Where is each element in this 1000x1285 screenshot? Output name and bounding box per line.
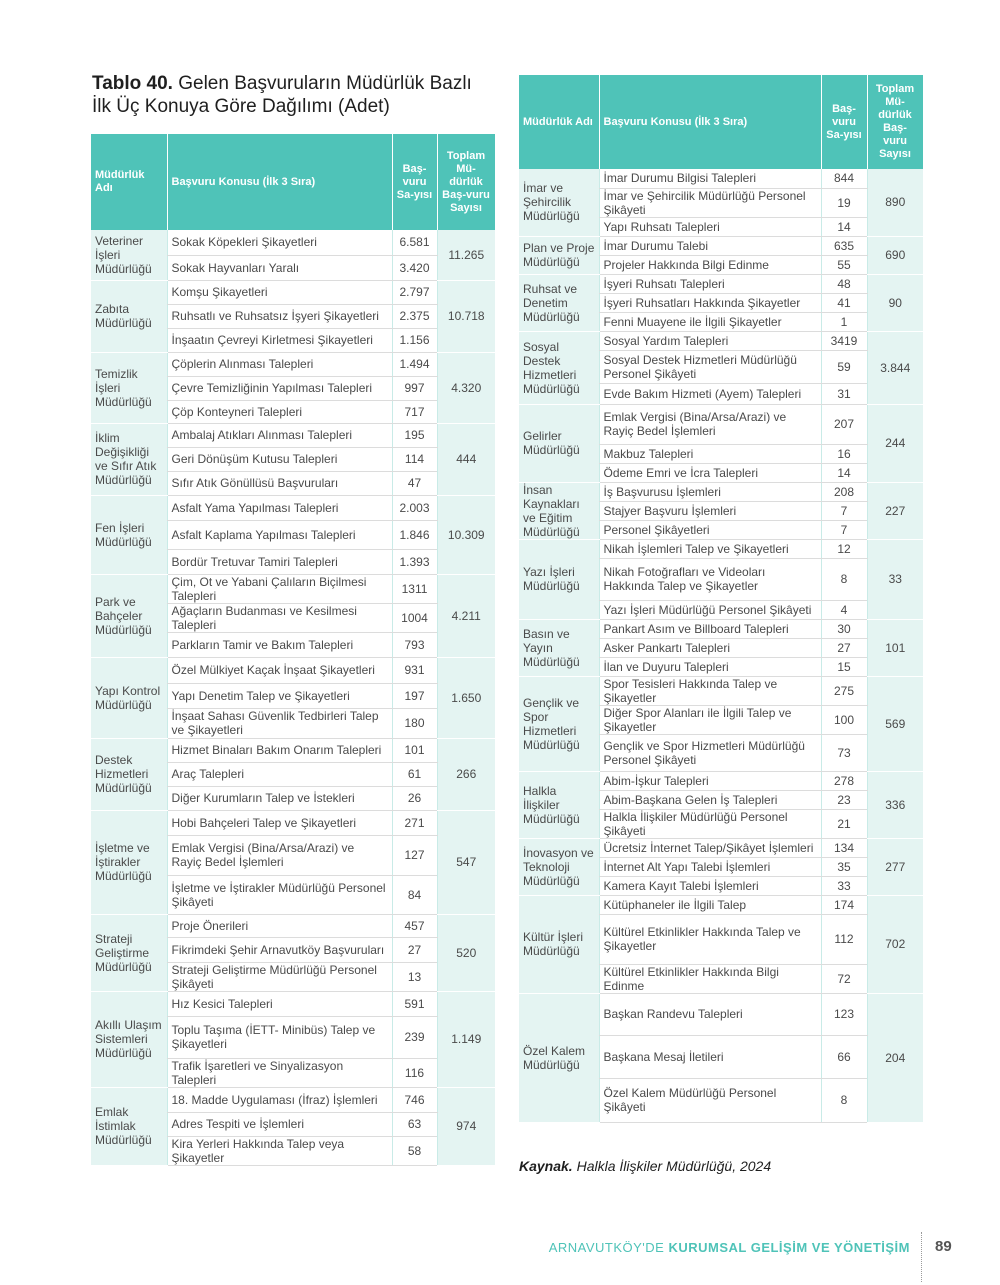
directorate-total: 520 xyxy=(437,914,495,991)
application-topic: Sıfır Atık Gönüllüsü Başvuruları xyxy=(167,471,392,495)
table-row xyxy=(91,495,495,520)
application-topic: İşyeri Ruhsatı Talepleri xyxy=(599,274,821,293)
directorate-total: 4.211 xyxy=(437,574,495,657)
application-topic: Projeler Hakkında Bilgi Edinme xyxy=(599,255,821,274)
application-count: 3.420 xyxy=(392,255,437,280)
directorate-total: 244 xyxy=(867,404,923,482)
application-count: 278 xyxy=(821,771,867,790)
directorate-name: İnsan Kaynakları ve Eğitim Müdürlüğü xyxy=(519,482,599,539)
application-topic: Hizmet Binaları Bakım Onarım Talepleri xyxy=(167,738,392,762)
application-count: 58 xyxy=(392,1136,437,1165)
application-topic: İnternet Alt Yapı Talebi İşlemleri xyxy=(599,857,821,876)
application-topic: Emlak Vergisi (Bina/Arsa/Arazi) ve Rayiç Bedel İşlemleri xyxy=(599,404,821,444)
directorate-total: 227 xyxy=(867,482,923,539)
application-count: 127 xyxy=(392,835,437,875)
header-topic: Başvuru Konusu (İlk 3 Sıra) xyxy=(599,75,821,169)
application-count: 84 xyxy=(392,875,437,914)
application-count: 27 xyxy=(392,937,437,962)
directorate-name: Yapı Kontrol Müdürlüğü xyxy=(91,657,167,738)
application-count: 73 xyxy=(821,734,867,771)
table-row xyxy=(91,574,495,603)
application-topic: Yapı Denetim Talep ve Şikayetleri xyxy=(167,683,392,708)
application-count: 123 xyxy=(821,993,867,1035)
application-topic: Proje Önerileri xyxy=(167,914,392,937)
table-row xyxy=(519,539,923,558)
page-number: 89 xyxy=(935,1238,952,1255)
directorate-name: Gelirler Müdürlüğü xyxy=(519,404,599,482)
application-count: 197 xyxy=(392,683,437,708)
application-count: 27 xyxy=(821,638,867,657)
application-topic: Kamera Kayıt Talebi İşlemleri xyxy=(599,876,821,895)
directorate-name: İklim Değişikliği ve Sıfır Atık Müdürlüğü xyxy=(91,423,167,495)
application-topic: Ödeme Emri ve İcra Talepleri xyxy=(599,463,821,482)
application-count: 72 xyxy=(821,964,867,993)
application-topic: İmar Durumu Talebi xyxy=(599,236,821,255)
table-row xyxy=(91,991,495,1016)
directorate-total: 10.309 xyxy=(437,495,495,574)
application-topic: Bordür Tretuvar Tamiri Talepleri xyxy=(167,549,392,574)
table-title xyxy=(92,72,492,118)
application-count: 14 xyxy=(821,217,867,236)
application-topic: Çöplerin Alınması Talepleri xyxy=(167,352,392,376)
application-topic: Sokak Hayvanları Yaralı xyxy=(167,255,392,280)
directorate-name: Yazı İşleri Müdürlüğü xyxy=(519,539,599,619)
application-topic: Spor Tesisleri Hakkında Talep ve Şikayetler xyxy=(599,676,821,705)
application-count: 61 xyxy=(392,762,437,786)
directorate-name: Özel Kalem Müdürlüğü xyxy=(519,993,599,1122)
application-count: 174 xyxy=(821,895,867,914)
table-header xyxy=(91,134,495,230)
table-number: Tablo 40. xyxy=(92,73,173,94)
header-count: Baş-vuru Sa-yısı xyxy=(821,75,867,169)
application-topic: İşletme ve İştirakler Müdürlüğü Personel Şikâyeti xyxy=(167,875,392,914)
directorate-total: 890 xyxy=(867,169,923,236)
application-count: 8 xyxy=(821,558,867,600)
header-directorate: Müdürlük Adı xyxy=(91,134,167,230)
table-row xyxy=(91,1087,495,1112)
directorate-total: 569 xyxy=(867,676,923,771)
application-topic: Strateji Geliştirme Müdürlüğü Personel Şikâyeti xyxy=(167,962,392,991)
directorate-total: 690 xyxy=(867,236,923,274)
application-topic: Özel Kalem Müdürlüğü Personel Şikâyeti xyxy=(599,1078,821,1122)
directorate-name: İnovasyon ve Teknoloji Müdürlüğü xyxy=(519,838,599,895)
application-topic: Araç Talepleri xyxy=(167,762,392,786)
directorate-total: 1.650 xyxy=(437,657,495,738)
application-count: 3419 xyxy=(821,331,867,350)
application-topic: İlan ve Duyuru Talepleri xyxy=(599,657,821,676)
application-topic: Makbuz Talepleri xyxy=(599,444,821,463)
application-topic: İş Başvurusu İşlemleri xyxy=(599,482,821,501)
footer-section: KURUMSAL GELİŞİM VE YÖNETİŞİM xyxy=(668,1240,910,1255)
left-table xyxy=(91,134,496,1166)
application-topic: Gençlik ve Spor Hizmetleri Müdürlüğü Personel Şikâyeti xyxy=(599,734,821,771)
application-count: 793 xyxy=(392,632,437,657)
application-count: 7 xyxy=(821,501,867,520)
directorate-total: 4.320 xyxy=(437,352,495,423)
directorate-name: Basın ve Yayın Müdürlüğü xyxy=(519,619,599,676)
application-topic: Trafik İşaretleri ve Sinyalizasyon Talepleri xyxy=(167,1058,392,1087)
application-topic: Abim-İşkur Talepleri xyxy=(599,771,821,790)
application-topic: Kütüphaneler ile İlgili Talep xyxy=(599,895,821,914)
application-count: 7 xyxy=(821,520,867,539)
application-count: 2.797 xyxy=(392,280,437,304)
application-topic: Asfalt Yama Yapılması Talepleri xyxy=(167,495,392,520)
application-count: 15 xyxy=(821,657,867,676)
table-row xyxy=(91,280,495,304)
directorate-name: Akıllı Ulaşım Sistemleri Müdürlüğü xyxy=(91,991,167,1087)
application-count: 134 xyxy=(821,838,867,857)
directorate-total: 101 xyxy=(867,619,923,676)
application-count: 635 xyxy=(821,236,867,255)
directorate-total: 1.149 xyxy=(437,991,495,1087)
directorate-name: Ruhsat ve Denetim Müdürlüğü xyxy=(519,274,599,331)
table-row xyxy=(519,331,923,350)
application-count: 1.156 xyxy=(392,328,437,352)
source-text: Halkla İlişkiler Müdürlüğü, 2024 xyxy=(572,1158,772,1174)
footer-divider xyxy=(921,1232,923,1282)
application-topic: Asker Pankartı Talepleri xyxy=(599,638,821,657)
application-topic: Personel Şikâyetleri xyxy=(599,520,821,539)
directorate-total: 547 xyxy=(437,810,495,914)
directorate-name: Fen İşleri Müdürlüğü xyxy=(91,495,167,574)
application-topic: Başkana Mesaj İletileri xyxy=(599,1035,821,1078)
application-count: 1.494 xyxy=(392,352,437,376)
table-row xyxy=(519,169,923,188)
application-topic: Parkların Tamir ve Bakım Talepleri xyxy=(167,632,392,657)
application-topic: Sokak Köpekleri Şikayetleri xyxy=(167,230,392,255)
directorate-total: 11.265 xyxy=(437,230,495,280)
table-row xyxy=(91,914,495,937)
table-row xyxy=(519,404,923,444)
application-count: 1.393 xyxy=(392,549,437,574)
table-row xyxy=(519,676,923,705)
application-count: 844 xyxy=(821,169,867,188)
application-count: 746 xyxy=(392,1087,437,1112)
application-count: 23 xyxy=(821,790,867,809)
application-count: 14 xyxy=(821,463,867,482)
application-topic: Yapı Ruhsatı Talepleri xyxy=(599,217,821,236)
application-topic: İmar Durumu Bilgisi Talepleri xyxy=(599,169,821,188)
application-count: 13 xyxy=(392,962,437,991)
application-topic: Stajyer Başvuru İşlemleri xyxy=(599,501,821,520)
application-count: 591 xyxy=(392,991,437,1016)
source-label: Kaynak. xyxy=(519,1158,573,1174)
header-topic: Başvuru Konusu (İlk 3 Sıra) xyxy=(167,134,392,230)
table-row xyxy=(519,236,923,255)
application-count: 112 xyxy=(821,914,867,964)
application-count: 180 xyxy=(392,708,437,738)
directorate-name: İmar ve Şehircilik Müdürlüğü xyxy=(519,169,599,236)
footer-prefix: ARNAVUTKÖY'DE xyxy=(548,1240,669,1255)
header-count: Baş-vuru Sa-yısı xyxy=(392,134,437,230)
application-count: 35 xyxy=(821,857,867,876)
directorate-total: 33 xyxy=(867,539,923,619)
application-count: 6.581 xyxy=(392,230,437,255)
application-topic: Kira Yerleri Hakkında Talep veya Şikayetler xyxy=(167,1136,392,1165)
directorate-total: 3.844 xyxy=(867,331,923,404)
directorate-name: Park ve Bahçeler Müdürlüğü xyxy=(91,574,167,657)
application-topic: Halkla İlişkiler Müdürlüğü Personel Şikâyeti xyxy=(599,809,821,838)
application-topic: İnşaatın Çevreyi Kirletmesi Şikayetleri xyxy=(167,328,392,352)
application-count: 114 xyxy=(392,447,437,471)
application-count: 195 xyxy=(392,423,437,447)
application-topic: İnşaat Sahası Güvenlik Tedbirleri Talep ve Şikayetleri xyxy=(167,708,392,738)
directorate-total: 277 xyxy=(867,838,923,895)
table-row xyxy=(91,352,495,376)
application-count: 275 xyxy=(821,676,867,705)
application-topic: Diğer Kurumların Talep ve İstekleri xyxy=(167,786,392,810)
application-topic: Asfalt Kaplama Yapılması Talepleri xyxy=(167,520,392,549)
application-count: 63 xyxy=(392,1112,437,1136)
application-topic: Nikah İşlemleri Talep ve Şikayetleri xyxy=(599,539,821,558)
application-count: 55 xyxy=(821,255,867,274)
application-topic: Sosyal Yardım Talepleri xyxy=(599,331,821,350)
application-topic: Ağaçların Budanması ve Kesilmesi Talepleri xyxy=(167,603,392,632)
directorate-name: Halkla İlişkiler Müdürlüğü xyxy=(519,771,599,838)
application-topic: Evde Bakım Hizmeti (Ayem) Talepleri xyxy=(599,383,821,404)
application-topic: Çim, Ot ve Yabani Çalıların Biçilmesi Talepleri xyxy=(167,574,392,603)
application-count: 997 xyxy=(392,376,437,400)
table-header xyxy=(519,75,923,169)
application-count: 8 xyxy=(821,1078,867,1122)
directorate-name: Veteriner İşleri Müdürlüğü xyxy=(91,230,167,280)
right-table xyxy=(519,75,924,1123)
application-count: 271 xyxy=(392,810,437,835)
application-count: 717 xyxy=(392,400,437,423)
directorate-total: 90 xyxy=(867,274,923,331)
directorate-total: 266 xyxy=(437,738,495,810)
application-count: 31 xyxy=(821,383,867,404)
header-total: Toplam Mü-dürlük Baş-vuru Sayısı xyxy=(867,75,923,169)
table-row xyxy=(519,838,923,857)
application-topic: Kültürel Etkinlikler Hakkında Bilgi Edinme xyxy=(599,964,821,993)
application-count: 457 xyxy=(392,914,437,937)
application-count: 66 xyxy=(821,1035,867,1078)
directorate-total: 204 xyxy=(867,993,923,1122)
application-count: 12 xyxy=(821,539,867,558)
directorate-name: Destek Hizmetleri Müdürlüğü xyxy=(91,738,167,810)
directorate-total: 702 xyxy=(867,895,923,993)
application-count: 116 xyxy=(392,1058,437,1087)
application-topic: Yazı İşleri Müdürlüğü Personel Şikâyeti xyxy=(599,600,821,619)
application-count: 101 xyxy=(392,738,437,762)
application-count: 1311 xyxy=(392,574,437,603)
application-topic: Adres Tespiti ve İşlemleri xyxy=(167,1112,392,1136)
application-count: 59 xyxy=(821,350,867,383)
application-topic: Fenni Muayene ile İlgili Şikayetler xyxy=(599,312,821,331)
application-topic: 18. Madde Uygulaması (İfraz) İşlemleri xyxy=(167,1087,392,1112)
table-row xyxy=(91,810,495,835)
directorate-total: 10.718 xyxy=(437,280,495,352)
table-row xyxy=(91,738,495,762)
application-topic: Ambalaj Atıkları Alınması Talepleri xyxy=(167,423,392,447)
directorate-name: Emlak İstimlak Müdürlüğü xyxy=(91,1087,167,1165)
application-topic: İmar ve Şehircilik Müdürlüğü Personel Şikâyeti xyxy=(599,188,821,217)
application-topic: Hobi Bahçeleri Talep ve Şikayetleri xyxy=(167,810,392,835)
table-row xyxy=(519,771,923,790)
table-row xyxy=(91,230,495,255)
directorate-total: 336 xyxy=(867,771,923,838)
application-topic: Sosyal Destek Hizmetleri Müdürlüğü Personel Şikâyeti xyxy=(599,350,821,383)
application-count: 239 xyxy=(392,1016,437,1058)
header-directorate: Müdürlük Adı xyxy=(519,75,599,169)
table-row xyxy=(519,482,923,501)
directorate-name: Zabıta Müdürlüğü xyxy=(91,280,167,352)
application-topic: Fikrimdeki Şehir Arnavutköy Başvuruları xyxy=(167,937,392,962)
application-topic: Kültürel Etkinlikler Hakkında Talep ve Şikayetler xyxy=(599,914,821,964)
application-count: 1 xyxy=(821,312,867,331)
application-count: 47 xyxy=(392,471,437,495)
application-count: 48 xyxy=(821,274,867,293)
directorate-name: Temizlik İşleri Müdürlüğü xyxy=(91,352,167,423)
directorate-total: 444 xyxy=(437,423,495,495)
application-count: 100 xyxy=(821,705,867,734)
directorate-name: Plan ve Proje Müdürlüğü xyxy=(519,236,599,274)
application-count: 1004 xyxy=(392,603,437,632)
application-topic: Abim-Başkana Gelen İş Talepleri xyxy=(599,790,821,809)
application-count: 16 xyxy=(821,444,867,463)
application-topic: Özel Mülkiyet Kaçak İnşaat Şikayetleri xyxy=(167,657,392,683)
application-topic: Ücretsiz İnternet Talep/Şikâyet İşlemleri xyxy=(599,838,821,857)
application-topic: Ruhsatlı ve Ruhsatsız İşyeri Şikayetleri xyxy=(167,304,392,328)
application-topic: Hız Kesici Talepleri xyxy=(167,991,392,1016)
application-count: 1.846 xyxy=(392,520,437,549)
application-topic: Emlak Vergisi (Bina/Arsa/Arazi) ve Rayiç Bedel İşlemleri xyxy=(167,835,392,875)
application-topic: Komşu Şikayetleri xyxy=(167,280,392,304)
application-count: 4 xyxy=(821,600,867,619)
table-row xyxy=(519,619,923,638)
application-topic: Çevre Temizliğinin Yapılması Talepleri xyxy=(167,376,392,400)
directorate-total: 974 xyxy=(437,1087,495,1165)
application-count: 931 xyxy=(392,657,437,683)
application-topic: Pankart Asım ve Billboard Talepleri xyxy=(599,619,821,638)
application-count: 30 xyxy=(821,619,867,638)
application-count: 33 xyxy=(821,876,867,895)
application-count: 207 xyxy=(821,404,867,444)
application-topic: Çöp Konteyneri Talepleri xyxy=(167,400,392,423)
application-topic: İşyeri Ruhsatları Hakkında Şikayetler xyxy=(599,293,821,312)
application-count: 26 xyxy=(392,786,437,810)
directorate-name: Strateji Geliştirme Müdürlüğü xyxy=(91,914,167,991)
directorate-name: Kültür İşleri Müdürlüğü xyxy=(519,895,599,993)
application-count: 21 xyxy=(821,809,867,838)
directorate-name: Sosyal Destek Hizmetleri Müdürlüğü xyxy=(519,331,599,404)
table-row xyxy=(91,657,495,683)
page-footer xyxy=(549,1240,910,1255)
application-count: 2.003 xyxy=(392,495,437,520)
application-topic: Başkan Randevu Talepleri xyxy=(599,993,821,1035)
table-caption: Gelen Başvuruların Müdürlük Bazlı İlk Üç Konuya Göre Dağılımı (Adet) xyxy=(92,73,472,117)
header-total: Toplam Mü-dürlük Baş-vuru Sayısı xyxy=(437,134,495,230)
table-row xyxy=(519,993,923,1035)
table-row xyxy=(519,274,923,293)
application-topic: Nikah Fotoğrafları ve Videoları Hakkında Talep ve Şikayetler xyxy=(599,558,821,600)
table-row xyxy=(519,895,923,914)
application-count: 41 xyxy=(821,293,867,312)
directorate-name: Gençlik ve Spor Hizmetleri Müdürlüğü xyxy=(519,676,599,771)
application-count: 2.375 xyxy=(392,304,437,328)
application-topic: Diğer Spor Alanları ile İlgili Talep ve Şikayetler xyxy=(599,705,821,734)
application-topic: Toplu Taşıma (İETT- Minibüs) Talep ve Şikayetleri xyxy=(167,1016,392,1058)
application-topic: Geri Dönüşüm Kutusu Talepleri xyxy=(167,447,392,471)
application-count: 208 xyxy=(821,482,867,501)
source-note xyxy=(519,1158,771,1174)
table-row xyxy=(91,423,495,447)
application-count: 19 xyxy=(821,188,867,217)
directorate-name: İşletme ve İştirakler Müdürlüğü xyxy=(91,810,167,914)
